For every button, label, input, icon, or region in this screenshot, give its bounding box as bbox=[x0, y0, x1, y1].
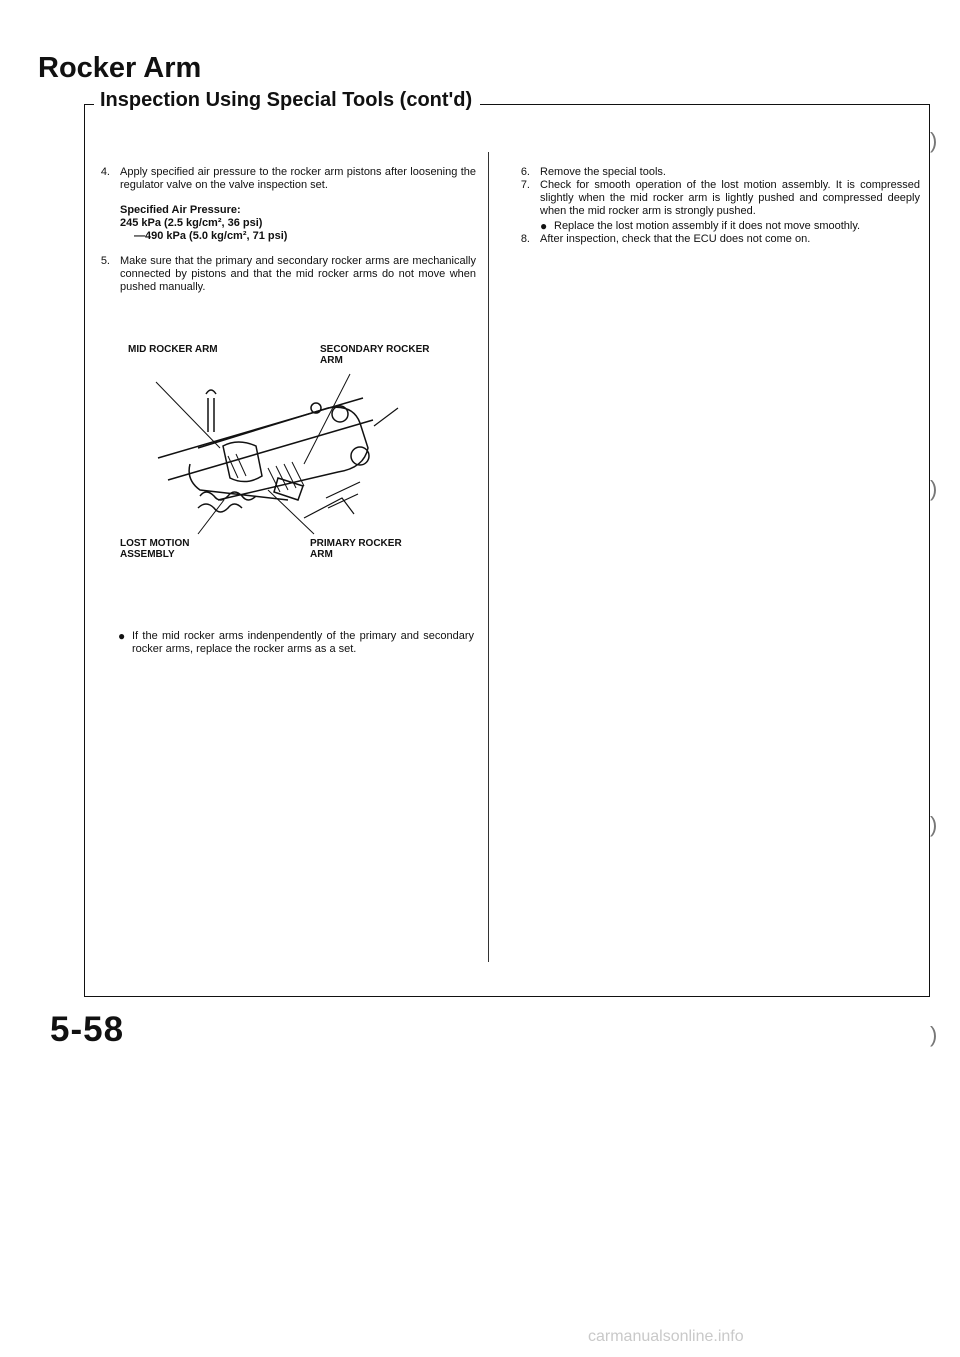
bullet-text: Replace the lost motion assembly if it does not move smoothly. bbox=[554, 220, 861, 232]
step-7-bullet bbox=[540, 220, 920, 233]
step-number: 5. bbox=[100, 255, 110, 267]
bullet-dot: ● bbox=[118, 629, 126, 643]
watermark: carmanualsonline.info bbox=[588, 1328, 744, 1345]
scan-artifact: ) bbox=[930, 812, 938, 837]
left-bullet-note bbox=[118, 628, 474, 656]
scan-artifact: ) bbox=[930, 128, 938, 153]
step-number: 8. bbox=[520, 233, 530, 245]
frame-left-rule bbox=[84, 104, 85, 996]
step-4 bbox=[88, 166, 476, 192]
label-secondary-rocker-arm: SECONDARY ROCKER ARM bbox=[320, 344, 430, 366]
step-6 bbox=[508, 166, 920, 179]
rocker-arm-figure bbox=[120, 344, 430, 574]
step-text: Check for smooth operation of the lost motion assembly. It is compressed slightly when the mid rocker arm is lightly pushed and compressed deeply when the mid rocker arm is strongly pushed. bbox=[540, 179, 920, 217]
frame-bottom-rule bbox=[84, 996, 930, 997]
scan-artifact: ) bbox=[930, 476, 938, 501]
scan-artifact: ) bbox=[930, 1022, 938, 1047]
step-number: 4. bbox=[100, 166, 110, 178]
step-text: Apply specified air pressure to the rocker arm pistons after loosening the regulator valve on the valve inspection set. bbox=[120, 166, 476, 191]
page-number: 5-58 bbox=[50, 1010, 125, 1049]
step-number: 7. bbox=[520, 179, 530, 191]
label-lost-motion-assembly: LOST MOTION ASSEMBLY bbox=[120, 538, 190, 560]
step-text: Remove the special tools. bbox=[540, 166, 666, 178]
page-title: Rocker Arm bbox=[38, 52, 202, 84]
spec-value-min: 245 kPa (2.5 kg/cm², 36 psi) bbox=[120, 217, 263, 229]
step-text: Make sure that the primary and secondary rocker arms are mechanically connected by pistons and that the mid rocker arms do not move when pushed manually. bbox=[120, 255, 476, 293]
step-5 bbox=[88, 255, 476, 294]
step-7 bbox=[508, 179, 920, 233]
spec-label: Specified Air Pressure: bbox=[120, 204, 241, 216]
section-heading: Inspection Using Special Tools (cont'd) bbox=[94, 89, 480, 112]
frame-right-rule bbox=[929, 104, 930, 996]
step-8 bbox=[508, 233, 920, 246]
right-column bbox=[508, 166, 920, 258]
rocker-arm-illustration bbox=[128, 368, 428, 540]
label-primary-rocker-arm: PRIMARY ROCKER ARM bbox=[310, 538, 402, 560]
step-number: 6. bbox=[520, 166, 530, 178]
specified-air-pressure bbox=[120, 204, 476, 243]
spec-value-max: —490 kPa (5.0 kg/cm², 71 psi) bbox=[134, 230, 288, 242]
left-column bbox=[88, 166, 476, 306]
bullet-dot: ● bbox=[540, 219, 548, 233]
step-text: After inspection, check that the ECU does not come on. bbox=[540, 233, 811, 245]
label-mid-rocker-arm: MID ROCKER ARM bbox=[128, 344, 218, 355]
bullet-text: If the mid rocker arms indenpendently of the primary and secondary rocker arms, replace the rocker arms as a set. bbox=[132, 630, 474, 655]
column-divider bbox=[488, 152, 489, 962]
